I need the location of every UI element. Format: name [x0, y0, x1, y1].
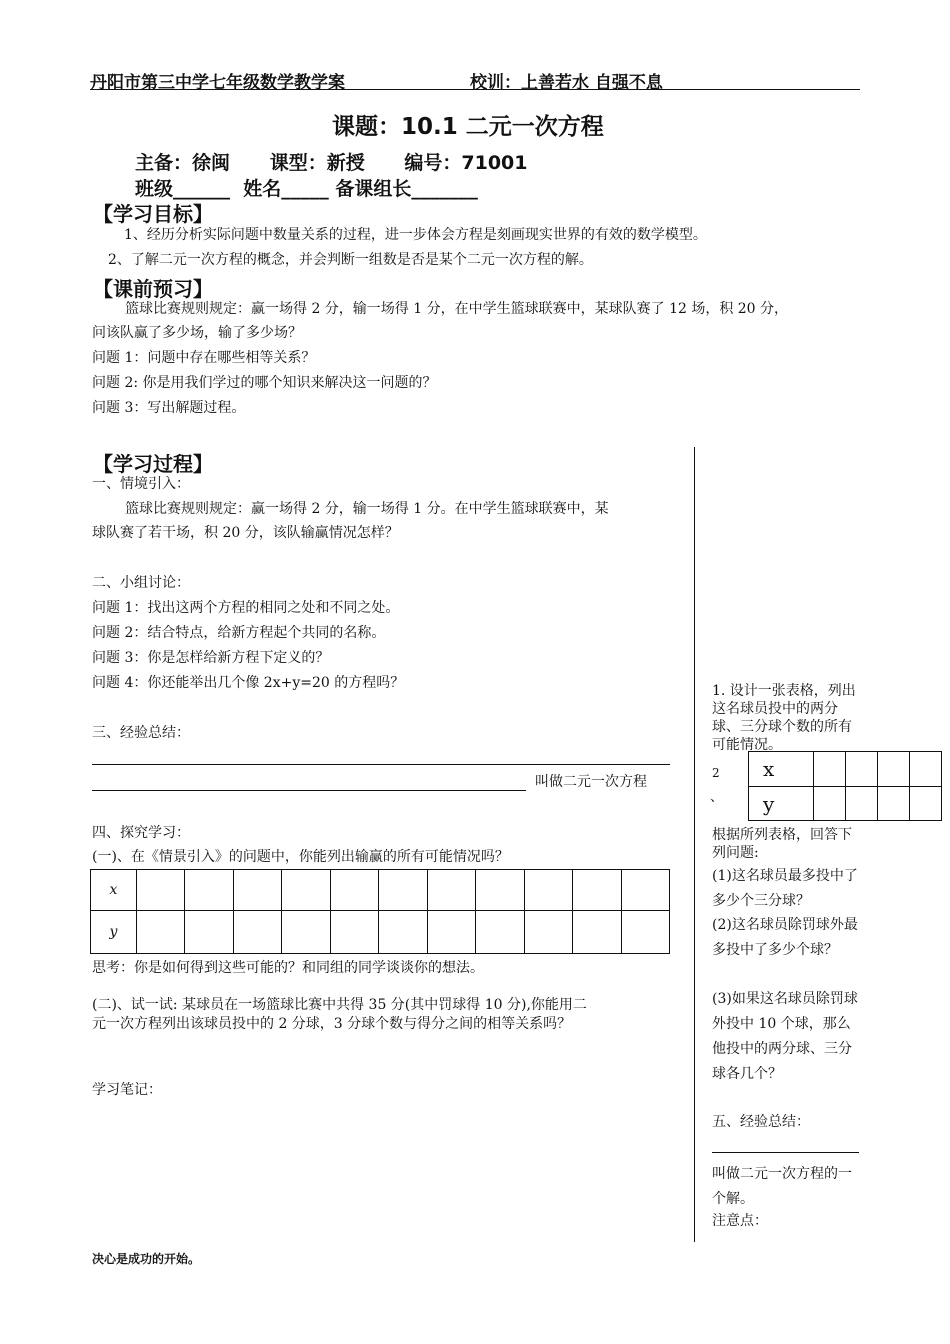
right-answer-intro: 根据所列表格，回答下列问题:: [712, 827, 852, 861]
win-loss-table-x-header: x: [91, 870, 137, 911]
table-cell[interactable]: [910, 787, 942, 821]
preview-question-3: 问题 3：写出解题过程。: [92, 400, 246, 416]
summary-blank-line-1: [92, 764, 670, 765]
preview-heading: 【课前预习】: [93, 277, 213, 301]
discuss-question-4: 问题 4：你还能举出几个像 2x+y=20 的方程吗？: [92, 675, 405, 691]
goal-item-2: 2、了解二元一次方程的概念，并会判断一组数是否是某个二元一次方程的解。: [108, 252, 593, 268]
right-question-1: (1)这名球员最多投中了多少个三分球？: [712, 868, 858, 909]
preview-problem-line-2: 问该队赢了多少场，输了多少场？: [92, 325, 302, 341]
try-line-1: (二)、试一试: 某球员在一场篮球比赛中共得 35 分(其中罚球得 10 分),你能用二: [92, 997, 587, 1013]
discuss-question-1: 问题 1：找出这两个方程的相同之处和不同之处。: [92, 600, 400, 616]
table-cell[interactable]: [185, 870, 233, 911]
header-rule: [90, 89, 860, 90]
table-cell[interactable]: [878, 787, 910, 821]
think-prompt: 思考：你是如何得到这些可能的？和同组的同学谈谈你的想法。: [92, 960, 484, 976]
right-question-3: (3)如果这名球员除罚球外投中 10 个球，那么他投中的两分球、三分球各几个？: [712, 991, 858, 1082]
summary-tail: 叫做二元一次方程: [535, 774, 647, 790]
table-cell[interactable]: [282, 870, 330, 911]
goals-heading: 【学习目标】: [93, 202, 213, 226]
page-title: 课题：10.1 二元一次方程: [332, 114, 604, 140]
shots-table: [748, 751, 942, 821]
right-question-2: (2)这名球员除罚球外最多投中了多少个球？: [712, 917, 858, 958]
right-summary-blank-line: [712, 1152, 859, 1153]
right-task-1: 1. 设计一张表格，列出这名球员投中的两分球、三分球个数的所有可能情况。: [712, 683, 856, 753]
table-cell[interactable]: [282, 911, 330, 954]
explore-title: 四、探究学习：: [92, 825, 190, 841]
table-cell[interactable]: [233, 870, 281, 911]
table-cell[interactable]: [573, 870, 621, 911]
summary-title: 三、经验总结：: [92, 725, 190, 741]
table-cell[interactable]: [878, 752, 910, 787]
process-heading: 【学习过程】: [93, 452, 213, 476]
table-cell[interactable]: [427, 870, 475, 911]
right-summary-tail: 叫做二元一次方程的一个解。: [712, 1166, 852, 1207]
table-cell[interactable]: [846, 752, 878, 787]
right-task-2-mark: 、: [710, 790, 724, 805]
intro-line-2: 球队赛了若干场，积 20 分，该队输赢情况怎样？: [92, 525, 399, 541]
column-divider: [694, 447, 695, 1242]
table-cell[interactable]: [427, 911, 475, 954]
table-cell[interactable]: [814, 787, 846, 821]
win-loss-table: [90, 869, 670, 954]
try-line-2: 元一次方程列出该球员投中的 2 分球，3 分球个数与得分之间的相等关系吗？: [92, 1016, 572, 1032]
shots-table-x-header: x: [749, 752, 814, 787]
table-cell[interactable]: [910, 752, 942, 787]
table-cell[interactable]: [573, 911, 621, 954]
summary-blank-line-2: [92, 790, 526, 791]
meta-line-1: 主备：徐闽 课型：新授 编号：71001: [135, 152, 528, 174]
right-summary-title: 五、经验总结：: [712, 1114, 810, 1130]
intro-title: 一、情境引入：: [92, 476, 190, 492]
preview-question-2: 问题 2: 你是用我们学过的哪个知识来解决这一问题的？: [92, 375, 437, 391]
footer-motto: 决心是成功的开始。: [92, 1252, 201, 1266]
win-loss-table-y-header: y: [91, 911, 137, 954]
right-note-label: 注意点：: [712, 1213, 768, 1229]
right-task-2-number: 2: [712, 766, 720, 780]
discuss-title: 二、小组讨论：: [92, 575, 190, 591]
table-cell[interactable]: [621, 911, 669, 954]
goal-item-1: 1、经历分析实际问题中数量关系的过程，进一步体会方程是刻画现实世界的有效的数学模型。: [124, 227, 707, 243]
preview-problem-line-1: 篮球比赛规则规定：赢一场得 2 分，输一场得 1 分，在中学生篮球联赛中，某球队赛了 12 场，积 20 分，: [125, 301, 789, 317]
table-cell[interactable]: [330, 911, 378, 954]
header-motto: 校训：上善若水 自强不息: [470, 73, 663, 93]
table-cell[interactable]: [233, 911, 281, 954]
table-cell[interactable]: [379, 911, 427, 954]
meta-line-2: 班级______ 姓名_____ 备课组长_______: [135, 178, 478, 200]
table-cell[interactable]: [524, 911, 572, 954]
table-cell[interactable]: [137, 911, 185, 954]
header-school: 丹阳市第三中学七年级数学教学案: [90, 73, 345, 93]
table-cell[interactable]: [476, 870, 524, 911]
table-cell[interactable]: [524, 870, 572, 911]
intro-line-1: 篮球比赛规则规定：赢一场得 2 分，输一场得 1 分。在中学生篮球联赛中，某: [125, 501, 609, 517]
table-cell[interactable]: [185, 911, 233, 954]
table-cell[interactable]: [476, 911, 524, 954]
discuss-question-3: 问题 3：你是怎样给新方程下定义的？: [92, 650, 330, 666]
explore-question: (一)、在《情景引入》的问题中，你能列出输赢的所有可能情况吗？: [92, 849, 509, 865]
shots-table-y-header: y: [749, 787, 814, 821]
study-notes-label: 学习笔记：: [92, 1082, 162, 1098]
table-cell[interactable]: [330, 870, 378, 911]
table-cell[interactable]: [621, 870, 669, 911]
table-cell[interactable]: [137, 870, 185, 911]
preview-question-1: 问题 1：问题中存在哪些相等关系？: [92, 350, 316, 366]
table-cell[interactable]: [846, 787, 878, 821]
discuss-question-2: 问题 2：结合特点，给新方程起个共同的名称。: [92, 625, 386, 641]
table-cell[interactable]: [379, 870, 427, 911]
table-cell[interactable]: [814, 752, 846, 787]
